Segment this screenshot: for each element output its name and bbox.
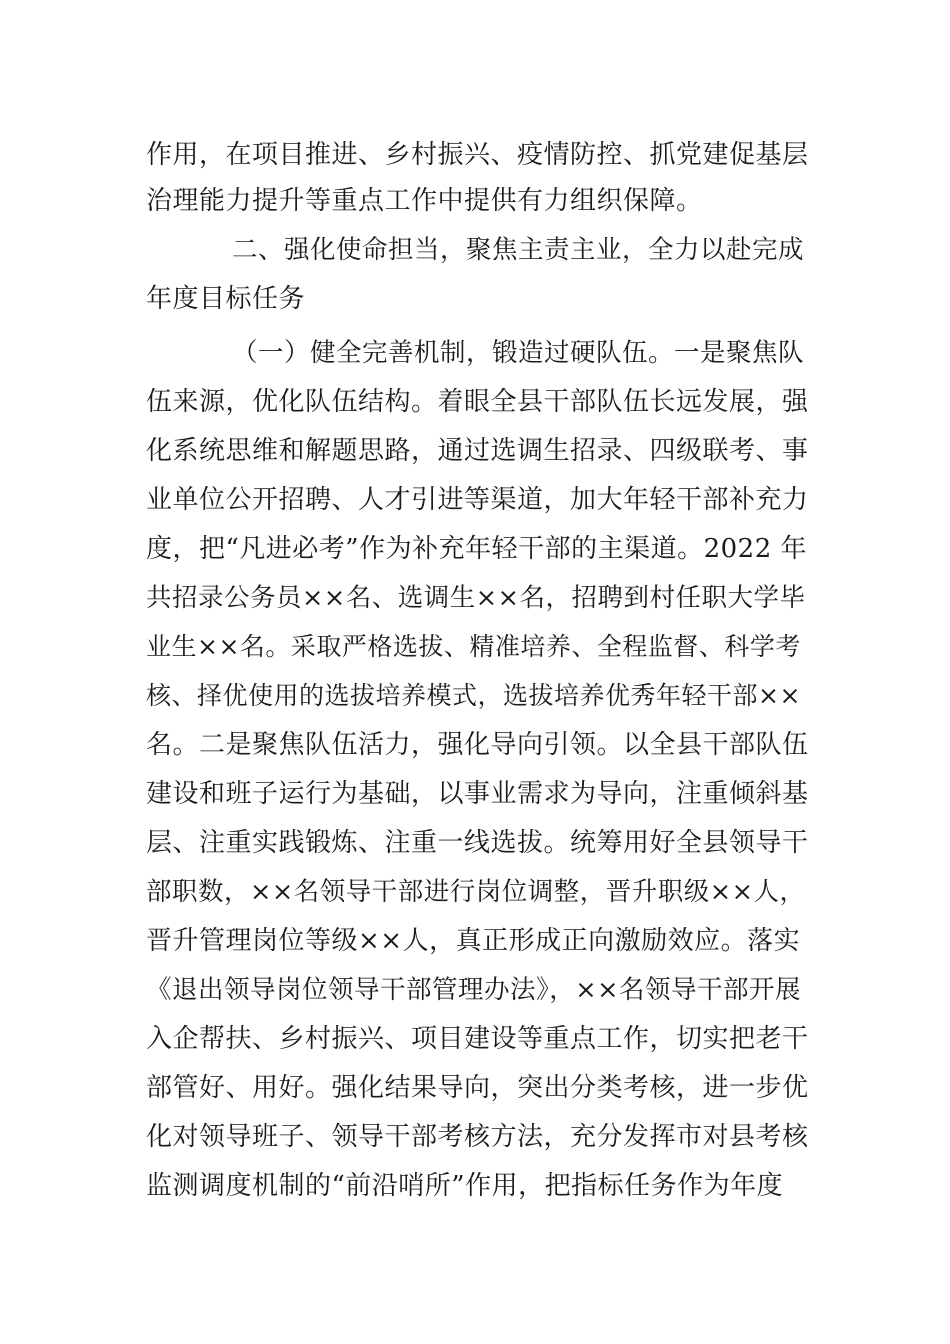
paragraph-line: 层、注重实践锻炼、注重一线选拔。统筹用好全县领导干 bbox=[146, 828, 809, 858]
paragraph-line: 作用，在项目推进、乡村振兴、疫情防控、抓党建促基层 bbox=[146, 140, 809, 170]
paragraph-line: 监测调度机制的“前沿哨所”作用，把指标任务作为年度 bbox=[146, 1171, 784, 1201]
paragraph-line: 伍来源，优化队伍结构。着眼全县干部队伍长远发展，强 bbox=[146, 387, 809, 417]
paragraph-line: 业单位公开招聘、人才引进等渠道，加大年轻干部补充力 bbox=[146, 485, 809, 515]
paragraph-line: 化对领导班子、领导干部考核方法，充分发挥市对县考核 bbox=[146, 1122, 809, 1152]
paragraph-line: 名。二是聚焦队伍活力，强化导向引领。以全县干部队伍 bbox=[146, 730, 809, 760]
section-heading-line: 年度目标任务 bbox=[146, 284, 306, 314]
paragraph-line: 入企帮扶、乡村振兴、项目建设等重点工作，切实把老干 bbox=[146, 1024, 809, 1054]
paragraph-line: 《退出领导岗位领导干部管理办法》，××名领导干部开展 bbox=[146, 975, 801, 1005]
paragraph-line: 建设和班子运行为基础，以事业需求为导向，注重倾斜基 bbox=[146, 779, 809, 809]
paragraph-line: 业生××名。采取严格选拔、精准培养、全程监督、科学考 bbox=[146, 632, 801, 661]
paragraph-line: 化系统思维和解题思路，通过选调生招录、四级联考、事 bbox=[146, 436, 809, 466]
paragraph-line: 度，把“凡进必考”作为补充年轻干部的主渠道。2022 年 bbox=[146, 534, 808, 564]
section-heading-line: 二、强化使命担当，聚焦主责主业，全力以赴完成 bbox=[232, 235, 805, 265]
paragraph-line: 晋升管理岗位等级××人，真正形成正向激励效应。落实 bbox=[146, 926, 801, 956]
subsection-heading-line: （一）健全完善机制，锻造过硬队伍。一是聚焦队 bbox=[232, 338, 805, 368]
paragraph-line: 核、择优使用的选拔培养模式，选拔培养优秀年轻干部×× bbox=[146, 681, 801, 710]
paragraph-line: 部职数，××名领导干部进行岗位调整，晋升职级××人， bbox=[146, 877, 806, 907]
paragraph-line: 共招录公务员××名、选调生××名，招聘到村任职大学毕 bbox=[146, 583, 806, 613]
paragraph-line: 治理能力提升等重点工作中提供有力组织保障。 bbox=[146, 186, 703, 216]
paragraph-line: 部管好、用好。强化结果导向，突出分类考核，进一步优 bbox=[146, 1073, 809, 1103]
